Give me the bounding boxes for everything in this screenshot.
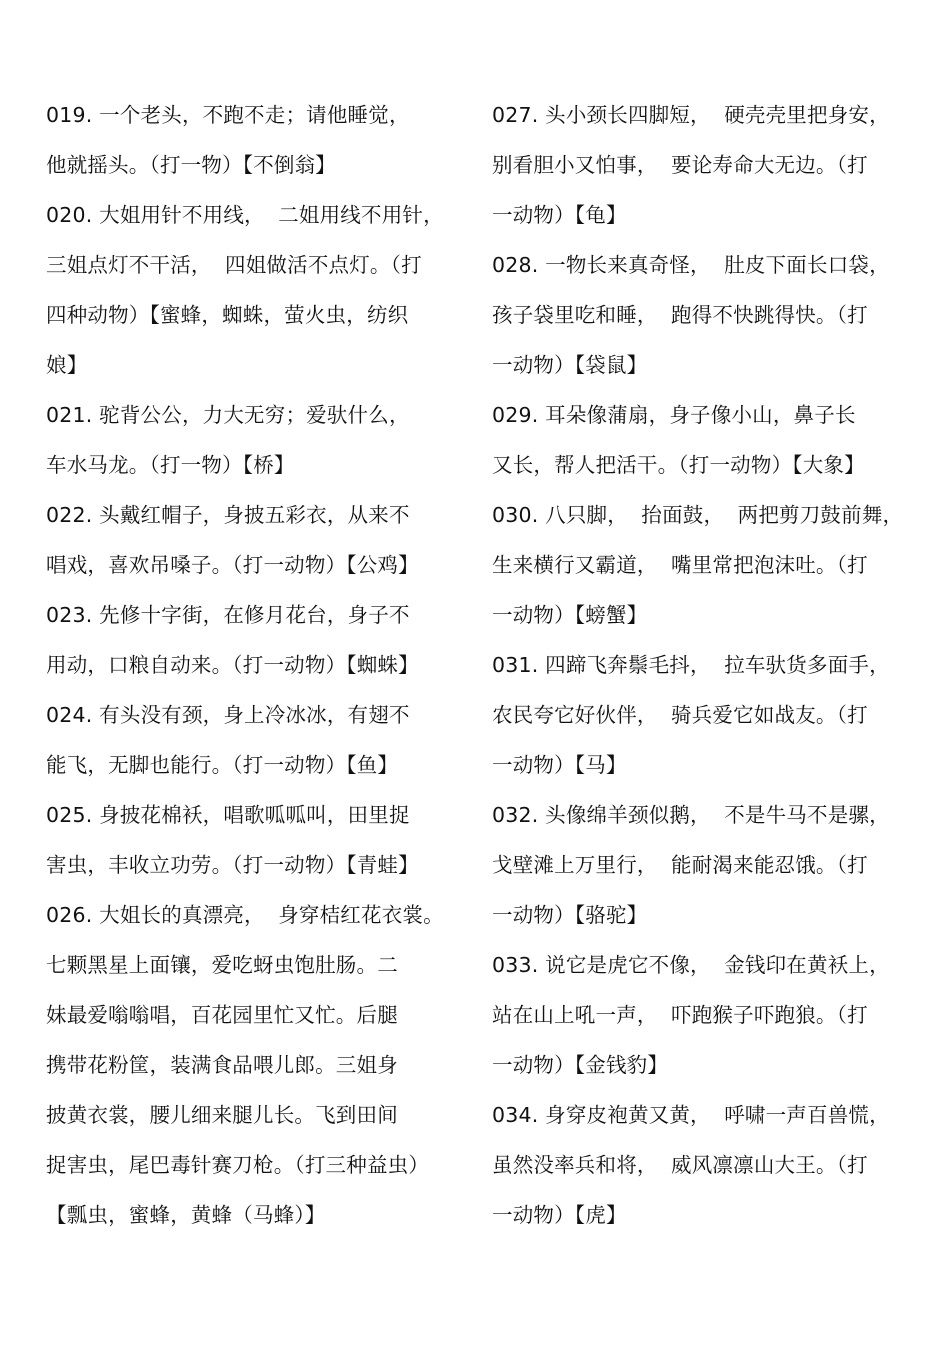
text-line: 020. 大姐用针不用线， 二姐用线不用针，: [46, 203, 444, 227]
text-line: 戈壁滩上万里行， 能耐渴来能忍饿。（打: [492, 853, 868, 877]
text-line: 生来横行又霸道， 嘴里常把泡沫吐。（打: [492, 553, 868, 577]
text-line: 七颗黑星上面镶，爱吃蚜虫饱肚肠。二: [46, 953, 398, 977]
text-line: 024. 有头没有颈，身上冷冰冰，有翅不: [46, 703, 410, 727]
text-line: 虽然没率兵和将， 威风凛凛山大王。（打: [492, 1153, 868, 1177]
text-line: 026. 大姐长的真漂亮， 身穿桔红花衣裳。: [46, 903, 444, 927]
text-line: 一动物）【金钱豹】: [492, 1053, 669, 1077]
text-line: 别看胆小又怕事， 要论寿命大无边。（打: [492, 153, 868, 177]
text-line: 又长，帮人把活干。（打一动物）【大象】: [492, 453, 865, 477]
text-line: 妹最爱嗡嗡唱，百花园里忙又忙。后腿: [46, 1003, 398, 1027]
right-column: [492, 90, 908, 1240]
text-line: 028. 一物长来真奇怪， 肚皮下面长口袋，: [492, 253, 890, 277]
text-line: 披黄衣裳，腰儿细来腿儿长。飞到田间: [46, 1103, 398, 1127]
text-line: 一动物）【虎】: [492, 1203, 627, 1227]
text-line: 019. 一个老头，不跑不走；请他睡觉，: [46, 103, 410, 127]
text-line: 030. 八只脚， 抬面鼓， 两把剪刀鼓前舞，: [492, 503, 904, 527]
text-line: 站在山上吼一声， 吓跑猴子吓跑狼。（打: [492, 1003, 868, 1027]
text-line: 033. 说它是虎它不像， 金钱印在黄袄上，: [492, 953, 890, 977]
text-line: 他就摇头。（打一物）【不倒翁】: [46, 153, 336, 177]
text-line: 用动，口粮自动来。（打一动物）【蜘蛛】: [46, 653, 419, 677]
text-line: 032. 头像绵羊颈似鹅， 不是牛马不是骡，: [492, 803, 890, 827]
text-line: 孩子袋里吃和睡， 跑得不快跳得快。（打: [492, 303, 868, 327]
text-line: 捉害虫，尾巴毒针赛刀枪。（打三种益虫）: [46, 1153, 430, 1177]
text-line: 害虫，丰收立功劳。（打一动物）【青蛙】: [46, 853, 419, 877]
text-line: 029. 耳朵像蒲扇，身子像小山，鼻子长: [492, 403, 856, 427]
text-line: 027. 头小颈长四脚短， 硬壳壳里把身安，: [492, 103, 890, 127]
text-line: 四种动物）【蜜蜂，蜘蛛，萤火虫，纺织: [46, 303, 409, 327]
text-line: 025. 身披花棉袄，唱歌呱呱叫，田里捉: [46, 803, 410, 827]
text-line: 携带花粉筐，装满食品喂儿郎。三姐身: [46, 1053, 398, 1077]
text-line: 021. 驼背公公，力大无穷；爱驮什么，: [46, 403, 410, 427]
text-line: 农民夸它好伙伴， 骑兵爱它如战友。（打: [492, 703, 868, 727]
text-line: 娘】: [46, 353, 88, 377]
text-line: 一动物）【螃蟹】: [492, 603, 648, 627]
text-line: 唱戏，喜欢吊嗓子。（打一动物）【公鸡】: [46, 553, 419, 577]
text-line: 能飞，无脚也能行。（打一动物）【鱼】: [46, 753, 399, 777]
left-column: [46, 90, 458, 1240]
text-line: 一动物）【马】: [492, 753, 627, 777]
text-line: 一动物）【龟】: [492, 203, 627, 227]
text-line: 031. 四蹄飞奔鬃毛抖， 拉车驮货多面手，: [492, 653, 890, 677]
text-line: 一动物）【骆驼】: [492, 903, 648, 927]
text-line: 034. 身穿皮袍黄又黄， 呼啸一声百兽慌，: [492, 1103, 890, 1127]
text-line: 023. 先修十字街，在修月花台，身子不: [46, 603, 410, 627]
text-line: 一动物）【袋鼠】: [492, 353, 648, 377]
text-line: 三姐点灯不干活， 四姐做活不点灯。（打: [46, 253, 422, 277]
text-line: 022. 头戴红帽子，身披五彩衣，从来不: [46, 503, 410, 527]
text-line: 【瓢虫，蜜蜂，黄蜂（马蜂）】: [46, 1203, 326, 1227]
text-line: 车水马龙。（打一物）【桥】: [46, 453, 295, 477]
